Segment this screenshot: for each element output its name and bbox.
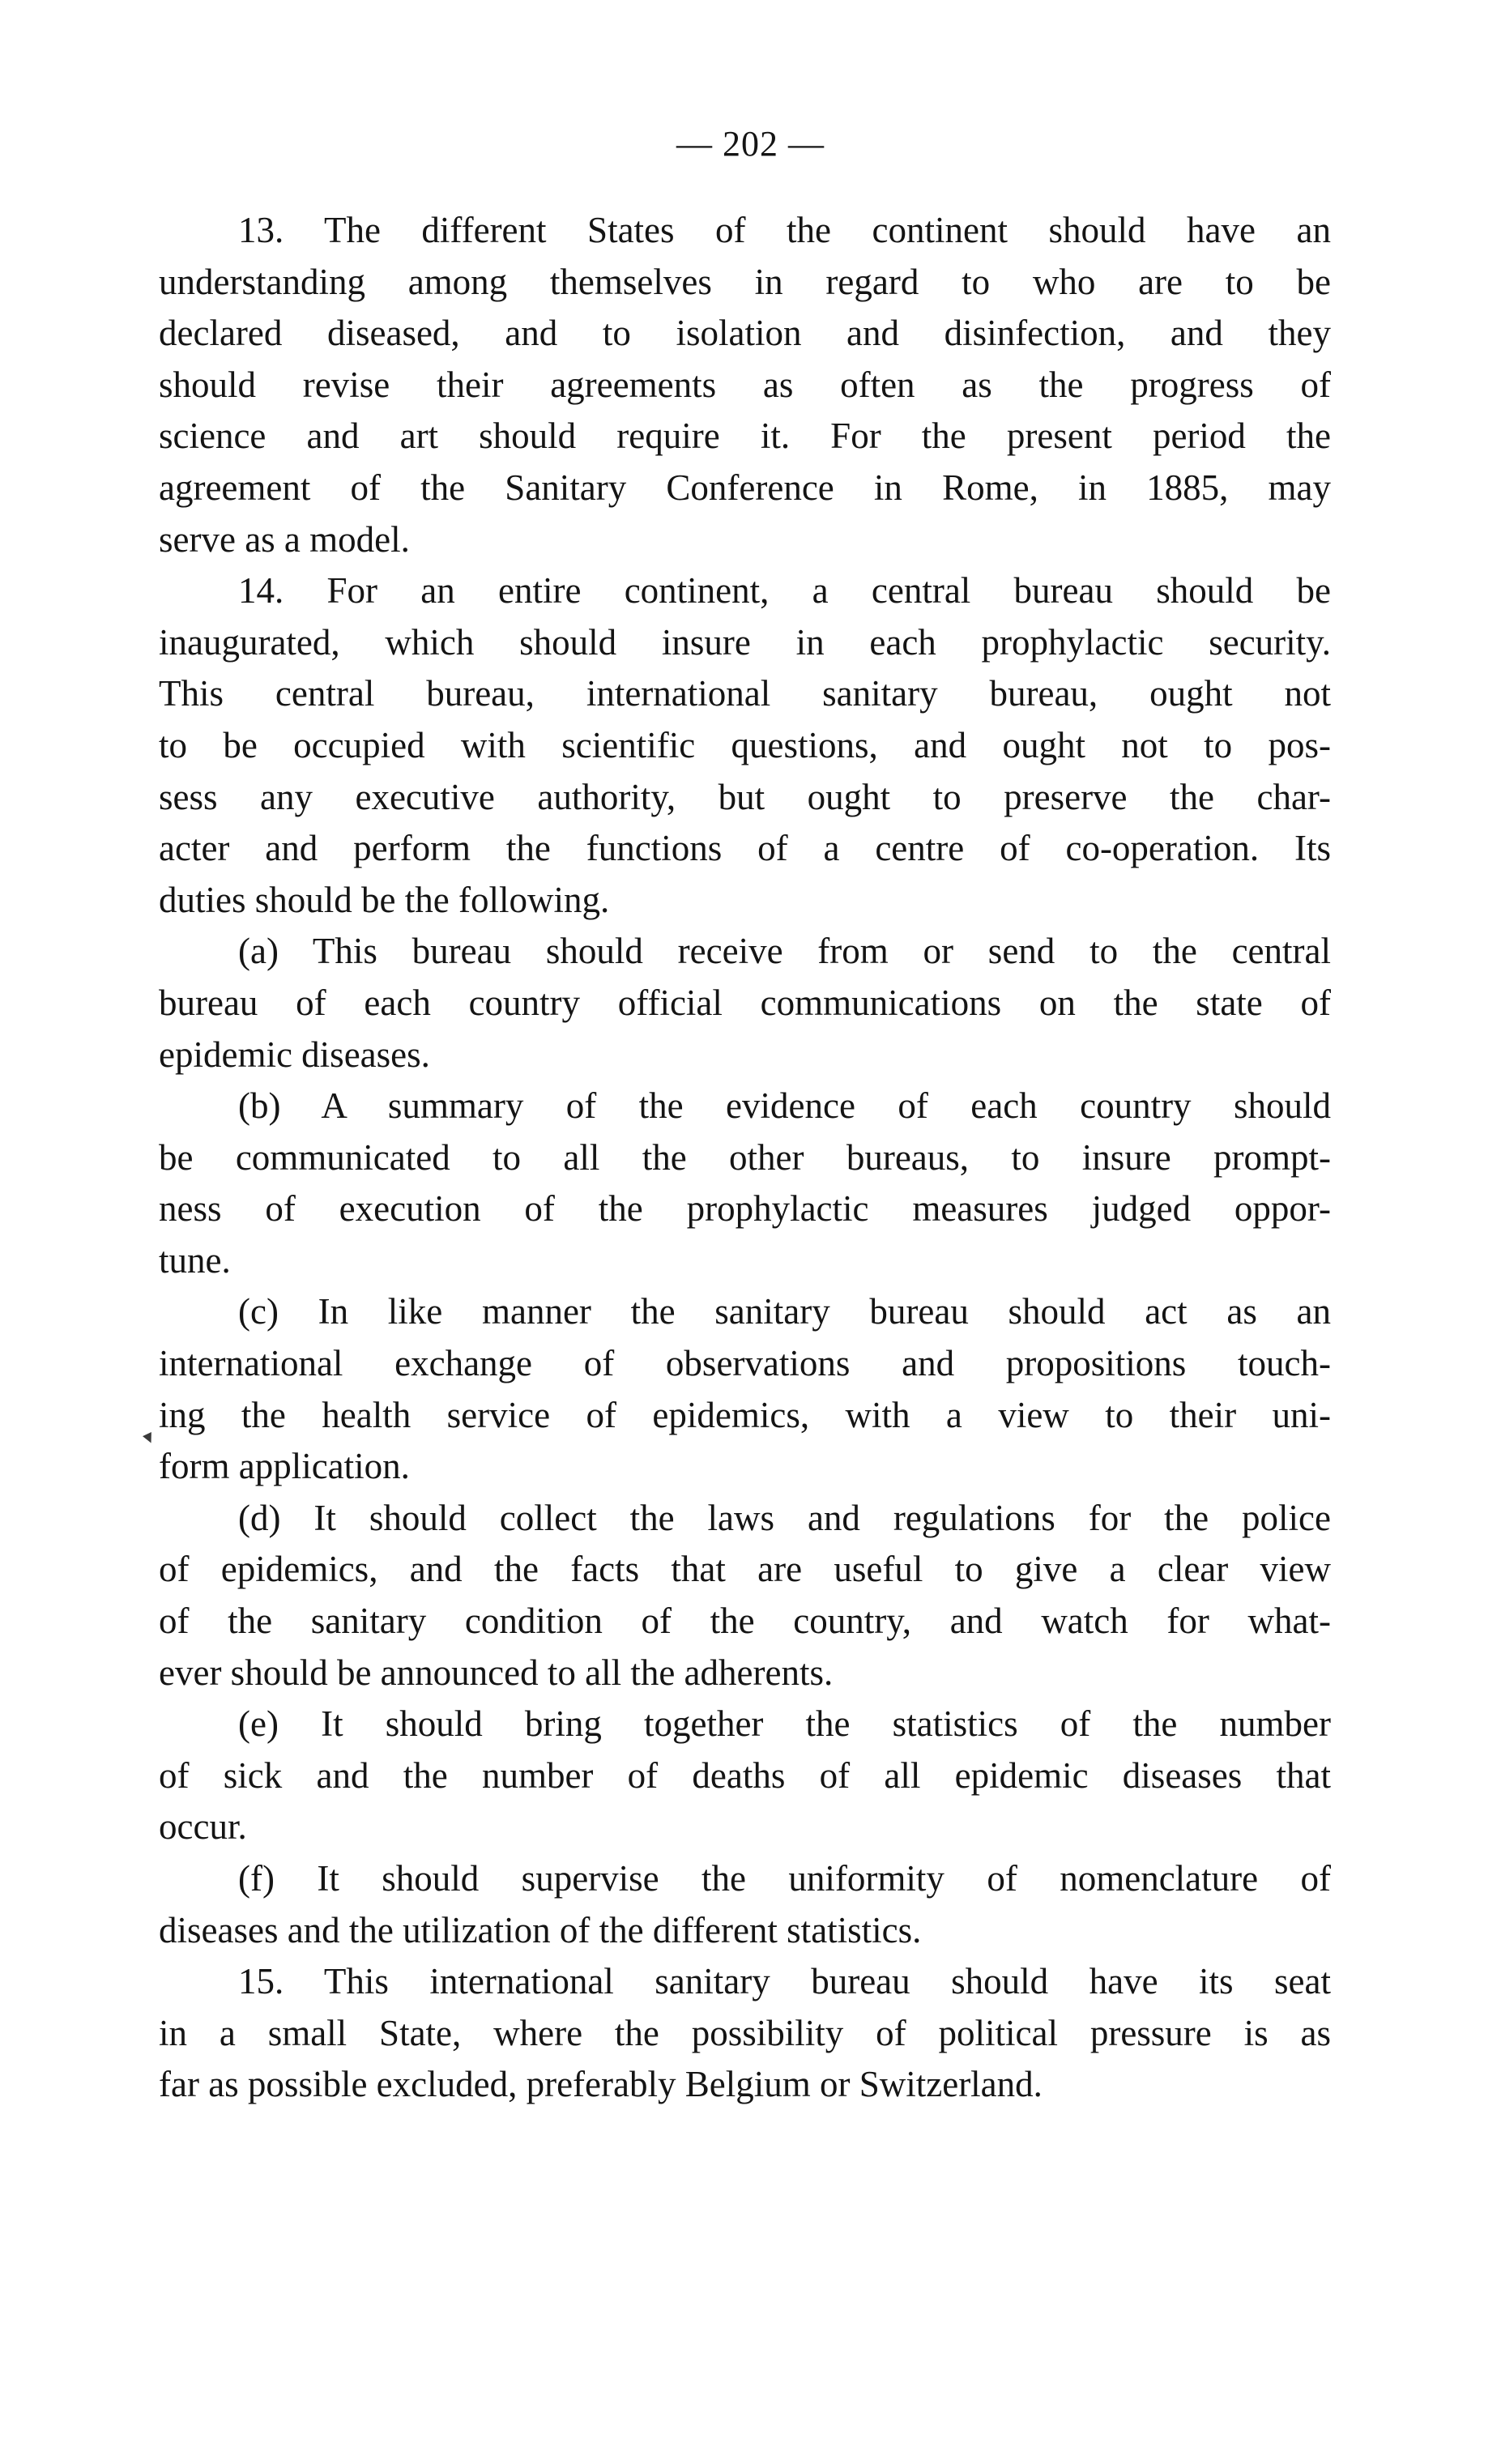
page-number: — 202 — [676, 124, 825, 164]
paragraph-14-line: This central bureau, international sanitary bureau, ought not [159, 673, 1331, 714]
paragraph-13-line: should revise their agreements as often as the progress of [159, 364, 1331, 405]
item-b-line: be communicated to all the other bureaus, to insure prompt- [159, 1136, 1331, 1178]
stray-ink-mark [143, 1432, 156, 1445]
item-c-line: (c) In like manner the sanitary bureau should act as an [238, 1291, 1331, 1332]
paragraph-13-line: science and art should require it. For the present period the [159, 416, 1331, 457]
item-d-line: ever should be announced to all the adherents. [159, 1652, 834, 1693]
body-text [159, 205, 1331, 2111]
item-a-line: epidemic diseases. [159, 1034, 430, 1075]
item-e-line: (e) It should bring together the statistics of the number [238, 1703, 1331, 1745]
item-d-line: of epidemics, and the facts that are useful to give a clear view [159, 1549, 1331, 1590]
paragraph-15-line: far as possible excluded, preferably Belgium or Switzerland. [159, 2064, 1043, 2105]
item-f-line: (f) It should supervise the uniformity of nomenclature of [238, 1858, 1331, 1899]
item-e-line: occur. [159, 1806, 247, 1848]
paragraph-14-line: to be occupied with scientific questions, and ought not to pos- [159, 724, 1331, 765]
item-b-line: (b) A summary of the evidence of each country should [238, 1085, 1331, 1127]
paragraph-15-line: 15. This international sanitary bureau should have its seat [238, 1961, 1331, 2002]
item-c-line: ing the health service of epidemics, with a view to their uni- [159, 1394, 1331, 1435]
paragraph-14-line: inaugurated, which should insure in each prophylactic security. [159, 621, 1331, 663]
item-b-line: tune. [159, 1239, 231, 1281]
paragraph-14-line: sess any executive authority, but ought to preserve the char- [159, 776, 1331, 817]
paragraph-15-line: in a small State, where the possibility of political pressure is as [159, 2012, 1331, 2053]
paragraph-14-line: duties should be the following. [159, 879, 610, 920]
item-a-line: (a) This bureau should receive from or send to the central [238, 931, 1331, 972]
paragraph-13-line: agreement of the Sanitary Conference in Rome, in 1885, may [159, 467, 1331, 508]
item-d-line: (d) It should collect the laws and regulations for the police [238, 1497, 1331, 1538]
item-f-line: diseases and the utilization of the different statistics. [159, 1909, 922, 1950]
paragraph-13-line: serve as a model. [159, 518, 410, 560]
paragraph-14-line: acter and perform the functions of a centre of co-operation. Its [159, 828, 1331, 869]
paragraph-14-line: 14. For an entire continent, a central bureau should be [238, 570, 1331, 612]
paragraph-13-line: 13. The different States of the continent should have an [238, 210, 1331, 250]
item-c-line: form application. [159, 1446, 410, 1487]
paragraph-13-line: understanding among themselves in regard to who are to be [159, 261, 1331, 302]
item-d-line: of the sanitary condition of the country, and watch for what- [159, 1601, 1331, 1642]
item-e-line: of sick and the number of deaths of all epidemic diseases that [159, 1754, 1331, 1796]
item-b-line: ness of execution of the prophylactic measures judged oppor- [159, 1188, 1331, 1230]
paragraph-13-line: declared diseased, and to isolation and disinfection, and they [159, 313, 1331, 354]
item-c-line: international exchange of observations and propositions touch- [159, 1343, 1331, 1384]
item-a-line: bureau of each country official communications on the state of [159, 982, 1331, 1023]
